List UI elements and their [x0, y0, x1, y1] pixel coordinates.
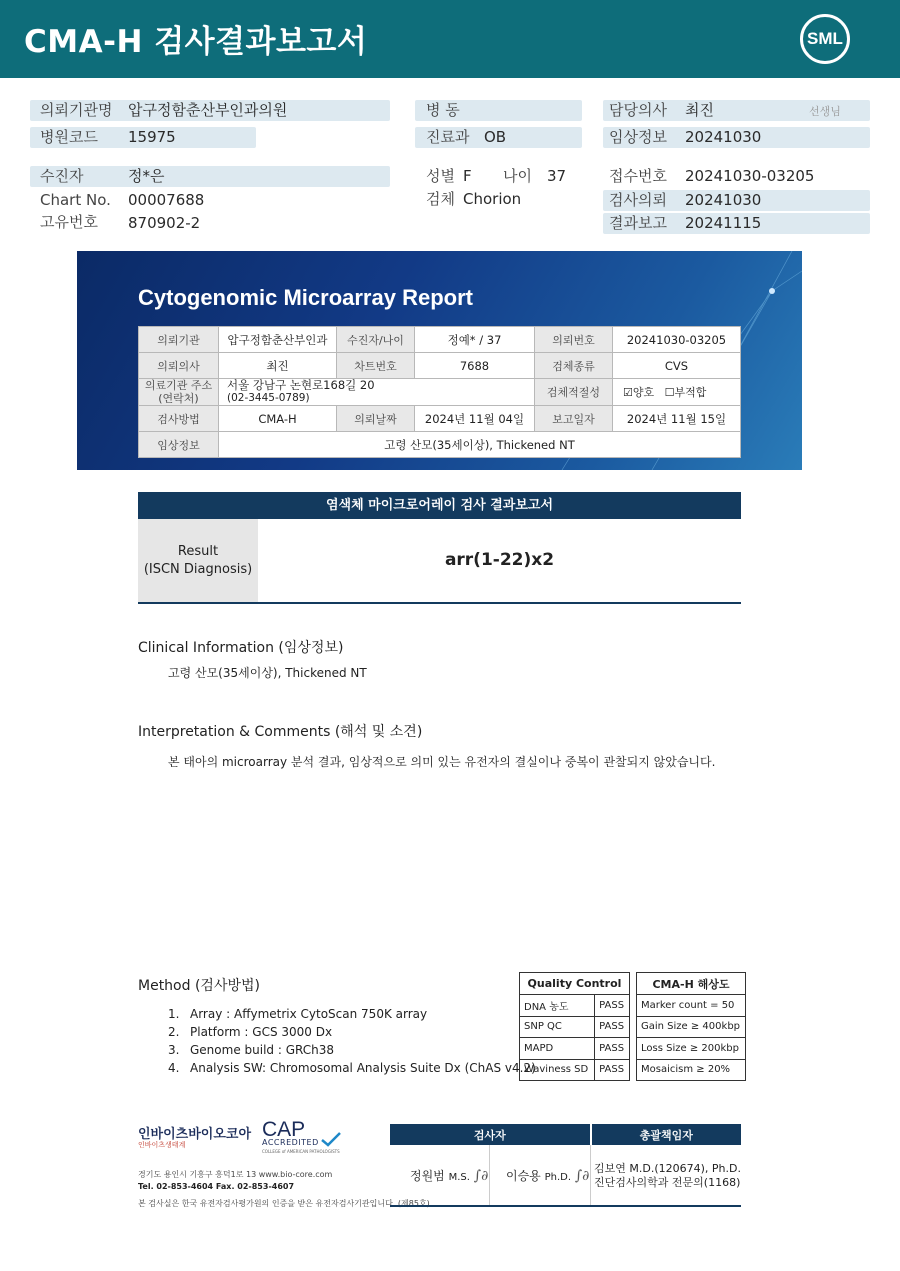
- hospital-code-label: 병원코드: [40, 128, 98, 146]
- checkbox-empty-icon: ☐: [664, 386, 675, 399]
- banner-inst-label: 의뢰기관: [139, 327, 219, 353]
- company-logo: 인바이츠바이오코아: [138, 1127, 252, 1142]
- banner-req-no-value: 20241030-03205: [613, 327, 741, 353]
- clinical-info-label: 임상정보: [609, 128, 667, 146]
- cap-checkmark-icon: [320, 1131, 342, 1147]
- banner-address-label: [139, 379, 219, 406]
- resolution-table: [636, 972, 746, 1081]
- quality-control-table: [519, 972, 630, 1081]
- sml-logo-icon: SML: [800, 14, 850, 64]
- institution-value: 압구정함춘산부인과의원: [128, 101, 288, 119]
- banner-req-date-value: 2024년 11월 04일: [415, 406, 535, 432]
- interpretation-text: 본 태아의 microarray 분석 결과, 임상적으로 의미 있는 유전자의 결실이나 중복이 관찰되지 않았습니다.: [168, 755, 716, 769]
- receipt-no-value: 20241030-03205: [685, 167, 815, 185]
- suitable-label: 양호: [632, 386, 655, 399]
- banner-address-2: (02-3445-0789): [227, 392, 310, 404]
- signature-icon: ∫∂: [574, 1168, 590, 1184]
- footer-tel: Tel. 02-853-4604 Fax. 02-853-4607: [138, 1182, 295, 1191]
- banner-specimen-type-value: CVS: [613, 353, 741, 379]
- result-report-label: 결과보고: [609, 214, 667, 232]
- interpretation-title: Interpretation & Comments (해석 및 소견): [138, 724, 423, 740]
- qc-status: PASS: [595, 1059, 630, 1081]
- examiner-2-title: Ph.D.: [544, 1172, 572, 1183]
- patient-row: [30, 166, 390, 187]
- banner-doctor-value: 최진: [219, 353, 337, 379]
- banner-specimen-type-label: 검체종류: [535, 353, 613, 379]
- result-label-2: (ISCN Diagnosis): [143, 562, 253, 577]
- examiner-1-title: M.S.: [448, 1172, 470, 1183]
- result-label: [138, 519, 258, 602]
- department-label: 진료과: [426, 128, 470, 146]
- banner-suitability-label: 검체적절성: [535, 379, 613, 406]
- examiner-2-name: 이승용: [505, 1169, 541, 1183]
- banner-clinical-label: 임상정보: [139, 432, 219, 458]
- examiner-1-name: 정원범: [410, 1169, 445, 1183]
- banner-inst-value: 압구정함춘산부인과: [219, 327, 337, 353]
- signature-table: [390, 1124, 741, 1206]
- ward-label: 병 동: [426, 101, 460, 119]
- unique-no-label: 고유번호: [40, 213, 98, 231]
- examiner-header: 검사자: [390, 1124, 591, 1145]
- test-request-value: 20241030: [685, 191, 762, 209]
- qc-name: MAPD: [520, 1038, 595, 1060]
- age-label: 나이: [503, 167, 532, 185]
- doctor-suffix: 선생님: [809, 105, 841, 118]
- banner-req-date-label: 의뢰날짜: [337, 406, 415, 432]
- chart-no-label: Chart No.: [40, 191, 111, 209]
- method-item: 4. Analysis SW: Chromosomal Analysis Suite Dx (ChAS v4.2): [168, 1061, 536, 1075]
- method-list: [168, 1005, 536, 1077]
- qc-name: SNP QC: [520, 1016, 595, 1038]
- qc-status: PASS: [595, 1038, 630, 1060]
- examiner-2: [489, 1145, 590, 1206]
- banner-title: Cytogenomic Microarray Report: [138, 285, 473, 310]
- resolution-row: Marker count = 50: [637, 995, 746, 1017]
- age-value: 37: [547, 167, 567, 185]
- banner-patient-label: 수진자/나이: [337, 327, 415, 353]
- doctor-label: 담당의사: [609, 101, 667, 119]
- banner-chart-value: 7688: [415, 353, 535, 379]
- banner-report-date-label: 보고일자: [535, 406, 613, 432]
- method-item: 1. Array : Affymetrix CytoScan 750K array: [168, 1007, 428, 1021]
- banner-req-no-label: 의뢰번호: [535, 327, 613, 353]
- clinical-section-text: 고령 산모(35세이상), Thickened NT: [168, 666, 367, 680]
- signature-divider: [390, 1205, 741, 1207]
- banner-address-value: [219, 379, 535, 406]
- method-title: Method (검사방법): [138, 978, 260, 994]
- result-report-value: 20241115: [685, 214, 762, 232]
- resolution-row: Gain Size ≥ 400kbp: [637, 1016, 746, 1038]
- specimen-value: Chorion: [463, 190, 522, 208]
- resolution-row: Loss Size ≥ 200kbp: [637, 1038, 746, 1060]
- qc-name: DNA 농도: [520, 995, 595, 1017]
- footer-address: 경기도 용인시 기흥구 흥덕1로 13 www.bio-core.com: [138, 1170, 333, 1179]
- banner-doctor-label: 의뢰의사: [139, 353, 219, 379]
- result-value: arr(1-22)x2: [444, 550, 555, 570]
- microarray-report-banner: [77, 251, 802, 470]
- patient-value: 정*은: [128, 167, 165, 185]
- unsuitable-label: 부적합: [674, 386, 707, 399]
- director-line-2: 진단검사의학과 전문의(1168): [594, 1175, 741, 1189]
- banner-method-label: 검사방법: [139, 406, 219, 432]
- banner-clinical-value: 고령 산모(35세이상), Thickened NT: [219, 432, 741, 458]
- sex-value: F: [463, 167, 472, 185]
- specimen-label: 검체: [426, 190, 455, 208]
- chart-no-value: 00007688: [128, 191, 205, 209]
- qc-name: Waviness SD: [520, 1059, 595, 1081]
- qc-status: PASS: [595, 1016, 630, 1038]
- hospital-code-value: 15975: [128, 128, 176, 146]
- banner-suitability-value: [613, 379, 741, 406]
- method-item: 3. Genome build : GRCh38: [168, 1043, 334, 1057]
- examiner-1: [390, 1145, 489, 1206]
- banner-method-value: CMA-H: [219, 406, 337, 432]
- cap-logo: CAP: [262, 1118, 306, 1141]
- department-value: OB: [484, 128, 507, 146]
- resolution-title: CMA-H 해상도: [637, 973, 746, 995]
- director-line-1: 김보연 M.D.(120674), Ph.D.: [594, 1161, 741, 1175]
- doctor-value: 최진: [685, 101, 714, 119]
- director-header: 총괄책임자: [591, 1124, 741, 1145]
- clinical-info-value: 20241030: [685, 128, 762, 146]
- cap-accredited: ACCREDITED: [262, 1138, 319, 1147]
- banner-patient-value: 정예* / 37: [415, 327, 535, 353]
- institution-label: 의뢰기관명: [40, 101, 113, 119]
- qc-title: Quality Control: [520, 973, 630, 995]
- clinical-section-title: Clinical Information (임상정보): [138, 640, 344, 656]
- signature-icon: ∫∂: [473, 1168, 489, 1184]
- report-title: CMA-H 검사결과보고서: [24, 24, 368, 60]
- footer-note: 본 검사실은 한국 유전자검사평가원의 인증을 받은 유전자검사기관입니다. (제85호): [138, 1199, 430, 1208]
- result-header: 염색체 마이크로어레이 검사 결과보고서: [138, 492, 741, 519]
- cap-college: COLLEGE of AMERICAN PATHOLOGISTS: [262, 1149, 340, 1154]
- report-header: [0, 0, 900, 78]
- sex-label: 성별: [426, 167, 455, 185]
- test-request-label: 검사의뢰: [609, 191, 667, 209]
- result-box: [138, 519, 741, 604]
- method-item: 2. Platform : GCS 3000 Dx: [168, 1025, 333, 1039]
- resolution-row: Mosaicism ≥ 20%: [637, 1059, 746, 1081]
- result-label-1: Result: [177, 544, 219, 559]
- banner-info-table: [138, 326, 741, 458]
- checkbox-checked-icon: ☑: [623, 386, 633, 399]
- director: [591, 1145, 741, 1206]
- banner-address-label-2: (연락처): [158, 392, 199, 405]
- unique-no-value: 870902-2: [128, 214, 201, 232]
- receipt-no-label: 접수번호: [609, 167, 667, 185]
- patient-label: 수진자: [40, 167, 84, 185]
- banner-chart-label: 차트번호: [337, 353, 415, 379]
- qc-status: PASS: [595, 995, 630, 1017]
- banner-address-label-1: 의료기관 주소: [144, 379, 213, 392]
- banner-address-1: 서울 강남구 논현로168길 20: [227, 378, 375, 392]
- company-sub: 인바이츠생태계: [138, 1141, 186, 1149]
- banner-report-date-value: 2024년 11월 15일: [613, 406, 741, 432]
